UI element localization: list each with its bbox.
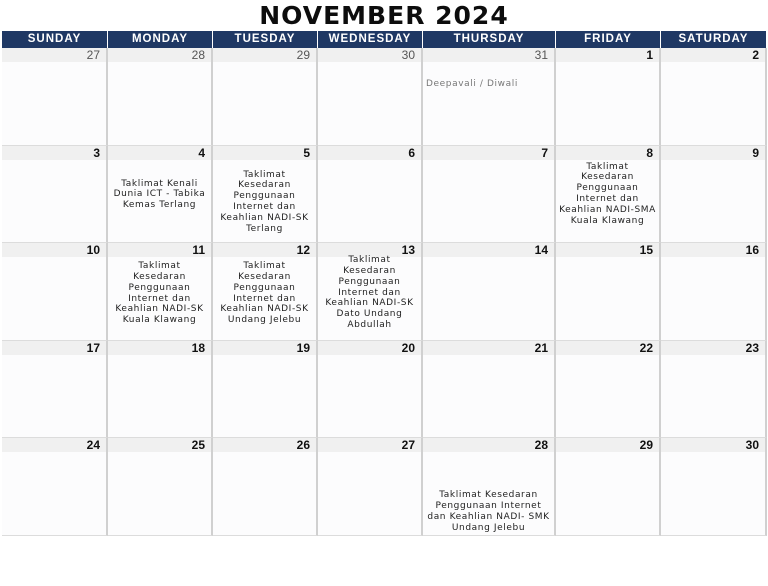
calendar-event[interactable]: Taklimat Kenali Dunia ICT - Tabika Kemas Terlang [113, 178, 206, 211]
day-number: 15 [639, 243, 653, 258]
day-header-sunday: SUNDAY [2, 31, 108, 48]
day-number-bar [213, 146, 316, 160]
day-cell[interactable] [108, 48, 213, 146]
day-cell[interactable] [423, 146, 556, 244]
day-cell[interactable] [2, 438, 108, 536]
calendar-event[interactable]: Taklimat Kesedaran Penggunaan Internet dan Keahlian NADI-SK Terlang [220, 169, 309, 234]
day-number: 18 [191, 340, 205, 355]
calendar-event[interactable]: Taklimat Kesedaran Penggunaan Internet dan Keahlian NADI-SK Undang Jelebu [220, 261, 309, 326]
day-number-bar [556, 146, 659, 160]
day-cell[interactable] [2, 48, 108, 146]
day-number: 16 [745, 243, 759, 258]
calendar-title: NOVEMBER 2024 [259, 1, 509, 30]
day-number: 19 [296, 340, 310, 355]
calendar-event[interactable]: Taklimat Kesedaran Penggunaan Internet dan Keahlian NADI-SMA Kuala Klawang [559, 161, 656, 226]
day-cell[interactable] [556, 146, 661, 244]
day-number-bar [661, 146, 765, 160]
day-cell[interactable] [108, 438, 213, 536]
calendar-event[interactable]: Deepavali / Diwali [426, 79, 518, 89]
day-number: 7 [541, 145, 548, 160]
day-cell[interactable] [556, 438, 661, 536]
day-header-monday: MONDAY [108, 31, 213, 48]
day-number: 29 [296, 48, 310, 62]
month-calendar-grid [2, 31, 767, 586]
day-cell[interactable] [2, 146, 108, 244]
day-number: 14 [534, 243, 548, 258]
day-number: 22 [639, 340, 653, 355]
day-number: 5 [303, 145, 310, 160]
day-cell[interactable] [2, 341, 108, 439]
day-header-tuesday: TUESDAY [213, 31, 318, 48]
day-number: 25 [191, 438, 205, 453]
day-cell[interactable] [213, 146, 318, 244]
day-number: 6 [408, 145, 415, 160]
day-number: 9 [752, 145, 759, 160]
day-cell[interactable] [108, 341, 213, 439]
day-number-bar [423, 146, 554, 160]
day-number: 11 [192, 243, 205, 258]
day-header-wednesday: WEDNESDAY [318, 31, 423, 48]
day-number: 2 [752, 48, 759, 62]
day-number: 20 [401, 340, 415, 355]
day-number-bar [556, 48, 659, 62]
day-number: 23 [745, 340, 759, 355]
day-number-bar [318, 146, 421, 160]
day-number: 31 [534, 48, 548, 62]
day-cell[interactable] [318, 243, 423, 341]
day-cell[interactable] [423, 48, 556, 146]
day-number: 27 [401, 438, 415, 453]
day-number: 10 [86, 243, 100, 258]
day-cell[interactable] [318, 341, 423, 439]
day-cell[interactable] [661, 146, 767, 244]
day-cell[interactable] [423, 243, 556, 341]
day-number: 30 [745, 438, 759, 453]
day-number-bar [108, 146, 211, 160]
day-number-bar [661, 48, 765, 62]
day-number: 26 [296, 438, 310, 453]
day-cell[interactable] [2, 243, 108, 341]
calendar-event[interactable]: Taklimat Kesedaran Penggunaan Internet dan Keahlian NADI- SMK Undang Jelebu [427, 490, 550, 533]
day-cell[interactable] [661, 243, 767, 341]
day-cell[interactable] [213, 243, 318, 341]
day-number: 27 [86, 48, 100, 62]
calendar-event[interactable]: Taklimat Kesedaran Penggunaan Internet dan Keahlian NADI-SK Dato Undang Abdullah [325, 255, 414, 330]
day-header-saturday: SATURDAY [661, 31, 767, 48]
day-header-thursday: THURSDAY [423, 31, 556, 48]
day-cell[interactable] [213, 341, 318, 439]
day-cell[interactable] [423, 341, 556, 439]
day-number: 30 [401, 48, 415, 62]
day-cell[interactable] [556, 341, 661, 439]
day-number: 4 [198, 145, 205, 160]
day-number: 17 [86, 340, 100, 355]
day-number: 13 [401, 243, 415, 258]
day-number: 28 [534, 438, 548, 453]
day-number: 3 [93, 145, 100, 160]
day-cell[interactable] [213, 48, 318, 146]
calendar-event[interactable]: Taklimat Kesedaran Penggunaan Internet dan Keahlian NADI-SK Kuala Klawang [115, 261, 204, 326]
day-cell[interactable] [108, 243, 213, 341]
day-number: 29 [639, 438, 653, 453]
day-number-bar [2, 146, 106, 160]
day-number: 8 [646, 145, 653, 160]
day-cell[interactable] [213, 438, 318, 536]
day-number: 1 [646, 48, 653, 62]
day-number: 12 [296, 243, 310, 258]
day-number: 28 [191, 48, 205, 62]
day-number: 24 [86, 438, 100, 453]
day-cell[interactable] [661, 341, 767, 439]
day-cell[interactable] [108, 146, 213, 244]
day-cell[interactable] [318, 438, 423, 536]
day-number: 21 [534, 340, 548, 355]
day-cell[interactable] [556, 48, 661, 146]
day-cell[interactable] [318, 48, 423, 146]
day-cell[interactable] [661, 438, 767, 536]
day-cell[interactable] [556, 243, 661, 341]
day-cell[interactable] [423, 438, 556, 536]
day-cell[interactable] [661, 48, 767, 146]
day-header-friday: FRIDAY [556, 31, 661, 48]
day-cell[interactable] [318, 146, 423, 244]
